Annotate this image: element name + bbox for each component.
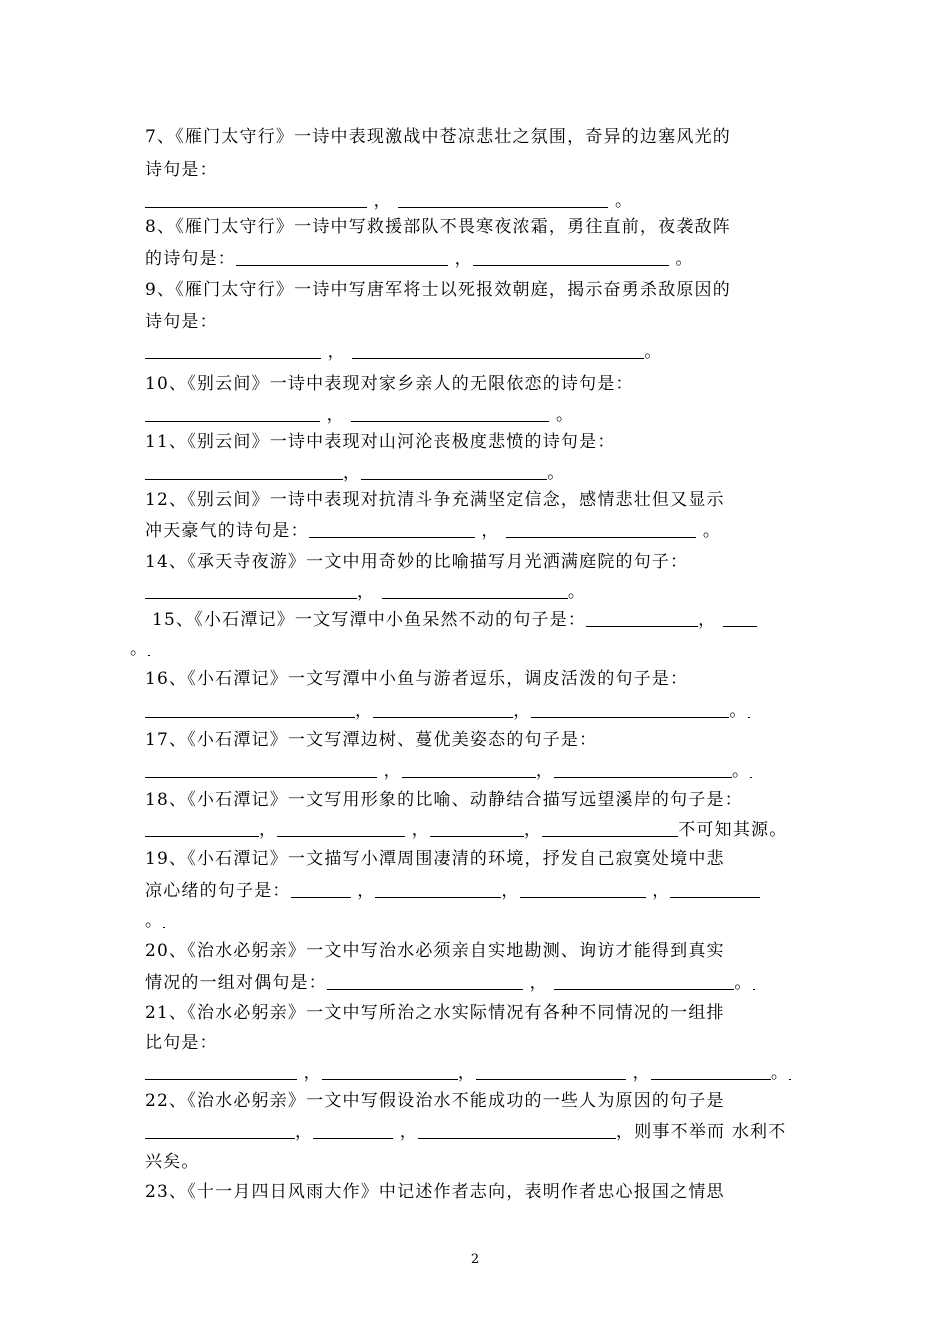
answer-blank[interactable]: [145, 582, 357, 599]
answer-blank[interactable]: [789, 1063, 791, 1080]
text-line: [145, 431, 616, 453]
line-text: 诗句是：: [145, 160, 218, 180]
answer-blank[interactable]: [586, 610, 698, 627]
line-text: ，: [523, 973, 555, 993]
line-text: 凉心绪的句子是：: [145, 881, 291, 901]
line-text: 。: [608, 191, 634, 211]
answer-blank[interactable]: [313, 1122, 393, 1139]
line-text: ，则事不举而 水利不: [616, 1122, 787, 1142]
text-line: [145, 729, 597, 751]
line-text: 兴矣。: [145, 1152, 200, 1172]
line-text: 。: [732, 761, 751, 781]
line-text: ，: [513, 701, 532, 721]
answer-blank[interactable]: [322, 1063, 458, 1080]
answer-blank[interactable]: [430, 820, 524, 837]
line-text: 情况的一组对偶句是：: [145, 973, 327, 993]
line-text: 7、《雁门太守行》一诗中表现激战中苍凉悲壮之氛围，奇异的边塞风光的: [145, 127, 731, 147]
text-line: [145, 668, 688, 690]
answer-blank[interactable]: [373, 701, 513, 718]
text-line: [145, 700, 750, 722]
text-line: [145, 1062, 791, 1084]
line-text: ，: [343, 463, 362, 483]
line-text: ，: [321, 342, 353, 362]
text-line: [145, 1032, 218, 1054]
answer-blank[interactable]: [145, 1122, 295, 1139]
line-text: 22、《治水必躬亲》一文中写假设治水不能成功的一些人为原因的句子是: [145, 1091, 725, 1111]
answer-blank[interactable]: [753, 973, 755, 990]
line-text: 23、《十一月四日风雨大作》中记述作者志向，表明作者忠心报国之情思: [145, 1182, 725, 1202]
answer-blank[interactable]: [670, 881, 760, 898]
line-text: ，: [645, 881, 671, 901]
answer-blank[interactable]: [163, 911, 165, 928]
text-line: [145, 581, 586, 603]
line-text: ，: [535, 761, 555, 781]
text-line: [145, 1002, 725, 1024]
line-text: 。: [567, 582, 587, 602]
text-line: [145, 551, 688, 573]
line-text: 。: [729, 701, 748, 721]
text-line: [145, 216, 731, 238]
text-line: [145, 159, 218, 181]
answer-blank[interactable]: [520, 881, 646, 898]
answer-blank[interactable]: [476, 1063, 626, 1080]
answer-blank[interactable]: [236, 249, 448, 266]
answer-blank[interactable]: [418, 1122, 616, 1139]
text-line: [145, 311, 218, 333]
answer-blank[interactable]: [542, 820, 678, 837]
line-text: 。: [644, 342, 663, 362]
line-text: 。: [696, 521, 722, 541]
answer-blank[interactable]: [651, 1063, 771, 1080]
text-line: [145, 1151, 200, 1173]
answer-blank[interactable]: [148, 639, 150, 656]
text-line: [145, 789, 743, 811]
answer-blank[interactable]: [473, 249, 669, 266]
line-text: ，: [357, 582, 382, 602]
line-text: 10、《别云间》一诗中表现对家乡亲人的无限依恋的诗句是：: [145, 374, 634, 394]
answer-blank[interactable]: [382, 582, 568, 599]
text-line: [145, 520, 721, 542]
line-text: 11、《别云间》一诗中表现对山河沦丧极度悲愤的诗句是：: [145, 432, 616, 452]
line-text: 12、《别云间》一诗中表现对抗清斗争充满坚定信念，感情悲壮但又显示: [145, 490, 725, 510]
line-text: 。: [145, 911, 164, 931]
line-text: ，: [448, 249, 473, 269]
text-line: [145, 341, 663, 363]
line-text: 。: [549, 405, 575, 425]
line-text: 21、《治水必躬亲》一文中写所治之水实际情况有各种不同情况的一组排: [145, 1003, 725, 1023]
answer-blank[interactable]: [145, 405, 320, 422]
line-text: ，: [297, 1063, 322, 1083]
line-text: 不可知其源。: [678, 820, 788, 840]
answer-blank[interactable]: [277, 820, 405, 837]
line-text: 14、《承天寺夜游》一文中用奇妙的比喻描写月光洒满庭院的句子：: [145, 552, 689, 572]
text-line: [145, 462, 565, 484]
text-line: [152, 609, 757, 631]
text-line: [145, 190, 633, 212]
line-text: ，: [524, 820, 543, 840]
text-line: [145, 848, 725, 870]
text-line: [145, 1181, 725, 1203]
answer-blank[interactable]: [375, 881, 501, 898]
text-line: [145, 404, 574, 426]
text-line: [145, 819, 787, 841]
line-text: ，: [393, 1122, 419, 1142]
text-line: [145, 1090, 725, 1112]
answer-blank[interactable]: [506, 521, 696, 538]
line-text: 。: [668, 249, 694, 269]
line-text: ，: [474, 521, 507, 541]
line-text: ，: [355, 701, 374, 721]
answer-blank[interactable]: [554, 761, 732, 778]
answer-blank[interactable]: [145, 761, 377, 778]
line-text: 诗句是：: [145, 312, 218, 332]
line-text: 9、《雁门太守行》一诗中写唐军将士以死报效朝庭，揭示奋勇杀敌原因的: [145, 280, 731, 300]
text-line: [145, 940, 725, 962]
line-text: ，: [457, 1063, 477, 1083]
line-text: 。: [547, 463, 566, 483]
text-line: [145, 126, 731, 148]
text-line: [145, 880, 760, 902]
answer-blank[interactable]: [748, 701, 750, 718]
answer-blank[interactable]: [291, 881, 351, 898]
text-line: [145, 373, 634, 395]
answer-blank[interactable]: [554, 973, 734, 990]
line-text: 。: [734, 973, 753, 993]
line-text: ，: [259, 820, 278, 840]
line-text: 的诗句是：: [145, 249, 236, 269]
line-text: ，: [350, 881, 376, 901]
line-text: 比句是：: [145, 1033, 218, 1053]
text-line: [145, 1121, 786, 1143]
text-line: [145, 279, 731, 301]
answer-blank[interactable]: [723, 610, 757, 627]
line-text: ，: [295, 1122, 314, 1142]
answer-blank[interactable]: [531, 701, 729, 718]
line-text: 15、《小石潭记》一文写潭中小鱼呆然不动的句子是：: [152, 610, 587, 630]
line-text: ，: [367, 191, 399, 211]
line-text: 。: [130, 639, 149, 659]
answer-blank[interactable]: [145, 191, 367, 208]
answer-blank[interactable]: [402, 761, 536, 778]
line-text: ，: [698, 610, 723, 630]
line-text: ，: [626, 1063, 651, 1083]
line-text: 17、《小石潭记》一文写潭边树、蔓优美姿态的句子是：: [145, 730, 598, 750]
answer-blank[interactable]: [351, 405, 549, 422]
answer-blank[interactable]: [750, 761, 752, 778]
answer-blank[interactable]: [145, 1063, 297, 1080]
answer-blank[interactable]: [398, 191, 608, 208]
answer-blank[interactable]: [352, 342, 644, 359]
text-line: [145, 489, 725, 511]
answer-blank[interactable]: [309, 521, 475, 538]
text-line: [145, 972, 755, 994]
line-text: ，: [320, 405, 352, 425]
line-text: ，: [405, 820, 431, 840]
answer-blank[interactable]: [145, 701, 355, 718]
answer-blank[interactable]: [145, 820, 259, 837]
text-line: [130, 638, 150, 660]
text-line: [145, 910, 165, 932]
page-number: 2: [470, 1252, 480, 1267]
text-line: [145, 760, 752, 782]
line-text: 19、《小石潭记》一文描写小潭周围凄清的环境，抒发自己寂寞处境中悲: [145, 849, 725, 869]
answer-blank[interactable]: [361, 463, 547, 480]
line-text: 8、《雁门太守行》一诗中写救援部队不畏寒夜浓霜，勇往直前，夜袭敌阵: [145, 217, 731, 237]
text-line: [145, 248, 694, 270]
answer-blank[interactable]: [327, 973, 523, 990]
line-text: 16、《小石潭记》一文写潭中小鱼与游者逗乐，调皮活泼的句子是：: [145, 669, 689, 689]
line-text: 冲天豪气的诗句是：: [145, 521, 309, 541]
line-text: 20、《治水必躬亲》一文中写治水必须亲自实地勘测、询访才能得到真实: [145, 941, 725, 961]
line-text: ，: [501, 881, 520, 901]
line-text: 。: [770, 1063, 790, 1083]
line-text: 18、《小石潭记》一文写用形象的比喻、动静结合描写远望溪岸的句子是：: [145, 790, 743, 810]
line-text: ，: [377, 761, 402, 781]
answer-blank[interactable]: [145, 463, 343, 480]
answer-blank[interactable]: [145, 342, 321, 359]
